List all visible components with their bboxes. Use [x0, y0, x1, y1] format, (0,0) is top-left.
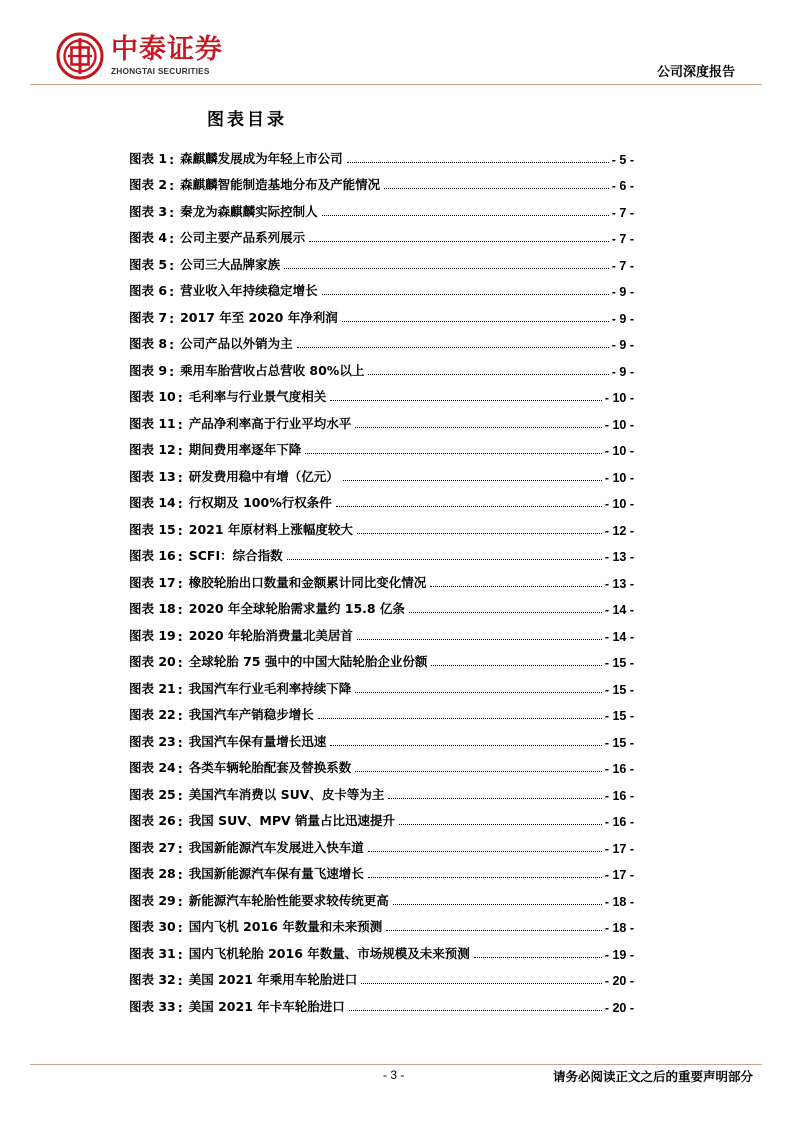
toc-list [129, 140, 634, 1015]
toc-entry[interactable] [129, 856, 634, 883]
toc-entry-label: 图表 28 [129, 866, 176, 881]
toc-entry-label: 图表 1 [129, 150, 168, 166]
toc-entry-title: 乘用车胎营收占总营收 80%以上 [180, 362, 365, 378]
toc-entry-label: 图表 18 [129, 601, 176, 616]
toc-entry[interactable] [129, 273, 634, 300]
toc-entry[interactable] [129, 246, 634, 273]
toc-entry-colon: : [177, 920, 183, 935]
toc-entry-page: - 17 - [604, 868, 634, 882]
toc-entry-title: 公司产品以外销为主 [180, 336, 293, 351]
toc-entry-title: 国内飞机轮胎 2016 年数量、市场规模及未来预测 [188, 945, 470, 961]
toc-entry-leader-dots [342, 320, 609, 322]
toc-entry[interactable] [129, 909, 634, 936]
toc-entry-colon: : [177, 390, 183, 405]
toc-entry-title: 橡胶轮胎出口数量和金额累计同比变化情况 [188, 574, 427, 590]
toc-entry-label: 图表 25 [129, 786, 176, 802]
toc-entry-label: 图表 5 [129, 256, 168, 272]
toc-entry-page: - 20 - [604, 974, 634, 988]
toc-entry-page: - 16 - [604, 788, 634, 803]
toc-entry-label: 图表 32 [129, 972, 176, 987]
toc-entry-leader-dots [399, 823, 602, 825]
toc-entry[interactable] [129, 670, 634, 697]
toc-entry-label: 图表 8 [129, 336, 168, 351]
footer-divider [30, 1064, 762, 1065]
toc-entry-leader-dots [355, 426, 602, 428]
toc-entry-leader-dots [368, 850, 602, 852]
toc-entry-leader-dots [431, 664, 601, 666]
toc-entry-colon: : [177, 628, 183, 644]
toc-entry-leader-dots [322, 214, 609, 216]
toc-entry-colon: : [177, 655, 183, 670]
toc-entry-leader-dots [368, 876, 602, 878]
toc-entry-page: - 9 - [611, 311, 634, 326]
toc-entry-title: 我国新能源汽车发展进入快车道 [188, 839, 364, 855]
toc-entry-leader-dots [347, 161, 609, 163]
toc-entry-page: - 16 - [604, 815, 634, 829]
toc-entry-colon: : [177, 602, 183, 617]
toc-entry-title: 我国新能源汽车保有量飞速增长 [188, 866, 364, 881]
toc-entry-colon: : [177, 840, 183, 856]
toc-entry-colon: : [177, 867, 183, 882]
toc-entry-colon: : [177, 416, 183, 432]
toc-entry-label: 图表 12 [129, 442, 176, 457]
toc-entry-leader-dots [357, 638, 602, 640]
toc-entry-colon: : [169, 363, 175, 379]
toc-entry[interactable] [129, 140, 634, 167]
toc-entry-title: 2017 年至 2020 年净利润 [180, 309, 338, 325]
toc-entry-label: 图表 4 [129, 230, 168, 245]
toc-entry[interactable] [129, 564, 634, 591]
report-type: 公司深度报告 [656, 65, 735, 80]
toc-entry-page: - 9 - [611, 285, 634, 299]
toc-entry-colon: : [177, 973, 183, 988]
toc-entry-label: 图表 24 [129, 760, 176, 775]
toc-entry[interactable] [129, 538, 634, 565]
toc-entry-leader-dots [409, 611, 602, 613]
toc-entry-page: - 12 - [604, 523, 634, 538]
toc-entry[interactable] [129, 776, 634, 803]
toc-entry-colon: : [177, 575, 183, 591]
toc-entry-colon: : [169, 284, 175, 299]
toc-entry-page: - 17 - [604, 841, 634, 856]
toc-title: 图表目录 [207, 110, 287, 130]
toc-entry-leader-dots [330, 744, 602, 746]
toc-entry[interactable] [129, 405, 634, 432]
toc-entry-leader-dots [330, 399, 602, 401]
toc-entry[interactable] [129, 485, 634, 512]
toc-entry-label: 图表 20 [129, 654, 176, 669]
toc-entry-label: 图表 26 [129, 813, 176, 828]
toc-entry-title: 秦龙为森麒麟实际控制人 [180, 203, 318, 219]
toc-entry[interactable] [129, 458, 634, 485]
toc-entry-title: 美国汽车消费以 SUV、皮卡等为主 [188, 786, 385, 802]
toc-entry[interactable] [129, 882, 634, 909]
toc-entry-title: 森麒麟发展成为年轻上市公司 [180, 150, 343, 166]
toc-entry-title: 国内飞机 2016 年数量和未来预测 [188, 919, 383, 934]
toc-entry[interactable] [129, 352, 634, 379]
toc-entry[interactable] [129, 193, 634, 220]
toc-entry-leader-dots [305, 452, 602, 454]
toc-entry-label: 图表 17 [129, 574, 176, 590]
toc-entry-page: - 7 - [611, 258, 634, 273]
toc-entry-page: - 18 - [604, 921, 634, 935]
toc-entry-title: 行权期及 100%行权条件 [188, 495, 332, 510]
toc-entry[interactable] [129, 299, 634, 326]
toc-entry-leader-dots [361, 982, 602, 984]
toc-entry-title: 美国 2021 年乘用车轮胎进口 [188, 972, 358, 987]
toc-entry[interactable] [129, 379, 634, 406]
toc-entry-colon: : [169, 337, 175, 352]
toc-entry-colon: : [177, 708, 183, 723]
toc-entry-page: - 7 - [611, 232, 634, 246]
toc-entry-colon: : [177, 999, 183, 1015]
toc-entry-leader-dots [384, 187, 609, 189]
toc-entry[interactable] [129, 723, 634, 750]
toc-entry-leader-dots [355, 770, 602, 772]
toc-entry-label: 图表 21 [129, 680, 176, 696]
toc-entry-label: 图表 13 [129, 468, 176, 484]
toc-entry-title: 森麒麟智能制造基地分布及产能情况 [180, 177, 381, 192]
toc-entry-title: 公司主要产品系列展示 [180, 230, 306, 245]
toc-entry-page: - 13 - [604, 576, 634, 591]
toc-entry[interactable] [129, 697, 634, 724]
toc-entry-title: 2020 年全球轮胎需求量约 15.8 亿条 [188, 601, 405, 616]
toc-entry-leader-dots [355, 691, 602, 693]
toc-entry-label: 图表 9 [129, 362, 168, 378]
toc-entry-label: 图表 22 [129, 707, 176, 722]
toc-entry-title: 我国汽车行业毛利率持续下降 [188, 680, 352, 696]
toc-entry[interactable] [129, 988, 634, 1015]
toc-entry-label: 图表 10 [129, 389, 176, 404]
toc-entry-page: - 15 - [604, 709, 634, 723]
toc-entry-leader-dots [368, 373, 608, 375]
toc-entry-leader-dots [297, 346, 609, 348]
toc-entry[interactable] [129, 750, 634, 777]
toc-entry-colon: : [177, 469, 183, 485]
toc-entry-colon: : [169, 178, 175, 193]
toc-entry-colon: : [177, 814, 183, 829]
toc-entry-leader-dots [386, 929, 602, 931]
toc-entry-page: - 16 - [604, 762, 634, 776]
toc-entry-label: 图表 6 [129, 283, 168, 298]
toc-entry-leader-dots [284, 267, 609, 269]
toc-entry[interactable] [129, 511, 634, 538]
toc-entry-label: 图表 30 [129, 919, 176, 934]
logo-chinese-name: 中泰证券 [111, 34, 223, 65]
toc-entry-label: 图表 29 [129, 892, 176, 908]
toc-entry-label: 图表 15 [129, 521, 176, 537]
toc-entry-title: 2021 年原材料上涨幅度较大 [188, 521, 353, 537]
toc-entry-label: 图表 33 [129, 998, 176, 1014]
toc-entry-leader-dots [343, 479, 602, 481]
toc-entry-title: SCFI：综合指数 [188, 548, 283, 563]
toc-entry-leader-dots [474, 956, 602, 958]
toc-entry-colon: : [177, 681, 183, 697]
toc-entry-page: - 9 - [611, 364, 634, 379]
toc-entry[interactable] [129, 432, 634, 459]
toc-entry-label: 图表 7 [129, 309, 168, 325]
toc-entry-page: - 5 - [611, 152, 634, 167]
toc-entry[interactable] [129, 803, 634, 830]
toc-entry-leader-dots [393, 903, 602, 905]
toc-entry-title: 全球轮胎 75 强中的中国大陆轮胎企业份额 [188, 654, 428, 669]
toc-entry-colon: : [169, 310, 175, 326]
toc-entry-title: 产品净利率高于行业平均水平 [188, 415, 352, 431]
zhongtai-logo-icon [56, 32, 104, 80]
toc-entry-page: - 10 - [604, 391, 634, 405]
toc-entry-title: 我国汽车产销稳步增长 [188, 707, 314, 722]
toc-entry-title: 2020 年轮胎消费量北美居首 [188, 627, 353, 643]
toc-entry[interactable] [129, 935, 634, 962]
toc-entry-page: - 10 - [604, 417, 634, 432]
toc-entry-leader-dots [430, 585, 602, 587]
toc-entry-colon: : [177, 443, 183, 458]
toc-entry-colon: : [177, 787, 183, 803]
toc-entry-leader-dots [309, 240, 609, 242]
toc-entry-leader-dots [357, 532, 602, 534]
toc-entry-page: - 20 - [604, 1000, 634, 1015]
toc-entry[interactable] [129, 591, 634, 618]
toc-entry[interactable] [129, 617, 634, 644]
toc-entry-title: 我国汽车保有量增长迅速 [188, 733, 327, 749]
toc-entry-page: - 13 - [604, 550, 634, 564]
toc-entry-leader-dots [322, 293, 609, 295]
toc-entry-page: - 10 - [604, 470, 634, 485]
toc-entry-page: - 14 - [604, 629, 634, 644]
toc-entry-label: 图表 27 [129, 839, 176, 855]
toc-entry-page: - 10 - [604, 444, 634, 458]
toc-entry-leader-dots [287, 558, 602, 560]
toc-entry-page: - 15 - [604, 656, 634, 670]
toc-entry-page: - 7 - [611, 205, 634, 220]
toc-entry-page: - 18 - [604, 894, 634, 909]
header-divider [30, 84, 762, 85]
toc-entry-colon: : [169, 257, 175, 273]
toc-entry-colon: : [177, 893, 183, 909]
toc-entry-colon: : [177, 946, 183, 962]
toc-entry-colon: : [177, 734, 183, 750]
toc-entry-colon: : [177, 549, 183, 564]
toc-entry-label: 图表 16 [129, 548, 176, 563]
toc-entry-colon: : [169, 204, 175, 220]
page-number: - 3 - [383, 1068, 405, 1082]
toc-entry[interactable] [129, 962, 634, 989]
toc-entry-label: 图表 3 [129, 203, 168, 219]
toc-entry-label: 图表 11 [129, 415, 176, 431]
toc-entry-label: 图表 2 [129, 177, 168, 192]
toc-entry[interactable] [129, 644, 634, 671]
toc-entry-leader-dots [388, 797, 601, 799]
toc-entry-page: - 10 - [604, 497, 634, 511]
toc-entry-leader-dots [349, 1009, 602, 1011]
toc-entry-leader-dots [336, 505, 602, 507]
toc-entry-colon: : [169, 151, 175, 167]
toc-entry-label: 图表 14 [129, 495, 176, 510]
toc-entry-page: - 19 - [604, 947, 634, 962]
toc-entry-colon: : [177, 761, 183, 776]
toc-entry-page: - 9 - [611, 338, 634, 352]
toc-entry-title: 美国 2021 年卡车轮胎进口 [188, 998, 345, 1014]
toc-entry[interactable] [129, 220, 634, 247]
toc-entry-title: 新能源汽车轮胎性能要求较传统更高 [188, 892, 389, 908]
toc-entry-title: 我国 SUV、MPV 销量占比迅速提升 [188, 813, 396, 828]
toc-entry-page: - 6 - [611, 179, 634, 193]
toc-entry-colon: : [177, 496, 183, 511]
toc-entry-title: 公司三大品牌家族 [180, 256, 281, 272]
toc-entry-page: - 15 - [604, 735, 634, 750]
footer-disclaimer: 请务必阅读正文之后的重要声明部分 [552, 1069, 753, 1084]
toc-entry-title: 各类车辆轮胎配套及替换系数 [188, 760, 352, 775]
toc-entry-title: 期间费用率逐年下降 [188, 442, 302, 457]
page-header [0, 0, 793, 90]
toc-entry-title: 毛利率与行业景气度相关 [188, 389, 327, 404]
toc-entry-colon: : [177, 522, 183, 538]
toc-entry-page: - 14 - [604, 603, 634, 617]
toc-entry-label: 图表 23 [129, 733, 176, 749]
toc-entry-page: - 15 - [604, 682, 634, 697]
toc-entry[interactable] [129, 167, 634, 194]
toc-entry-title: 研发费用稳中有增（亿元） [188, 468, 339, 484]
toc-entry-title: 营业收入年持续稳定增长 [180, 283, 318, 298]
toc-entry-colon: : [169, 231, 175, 246]
logo-english-name: ZHONGTAI SECURITIES [111, 66, 210, 76]
toc-entry[interactable] [129, 326, 634, 353]
toc-entry[interactable] [129, 829, 634, 856]
toc-entry-leader-dots [318, 717, 602, 719]
toc-entry-label: 图表 19 [129, 627, 176, 643]
toc-entry-label: 图表 31 [129, 945, 176, 961]
